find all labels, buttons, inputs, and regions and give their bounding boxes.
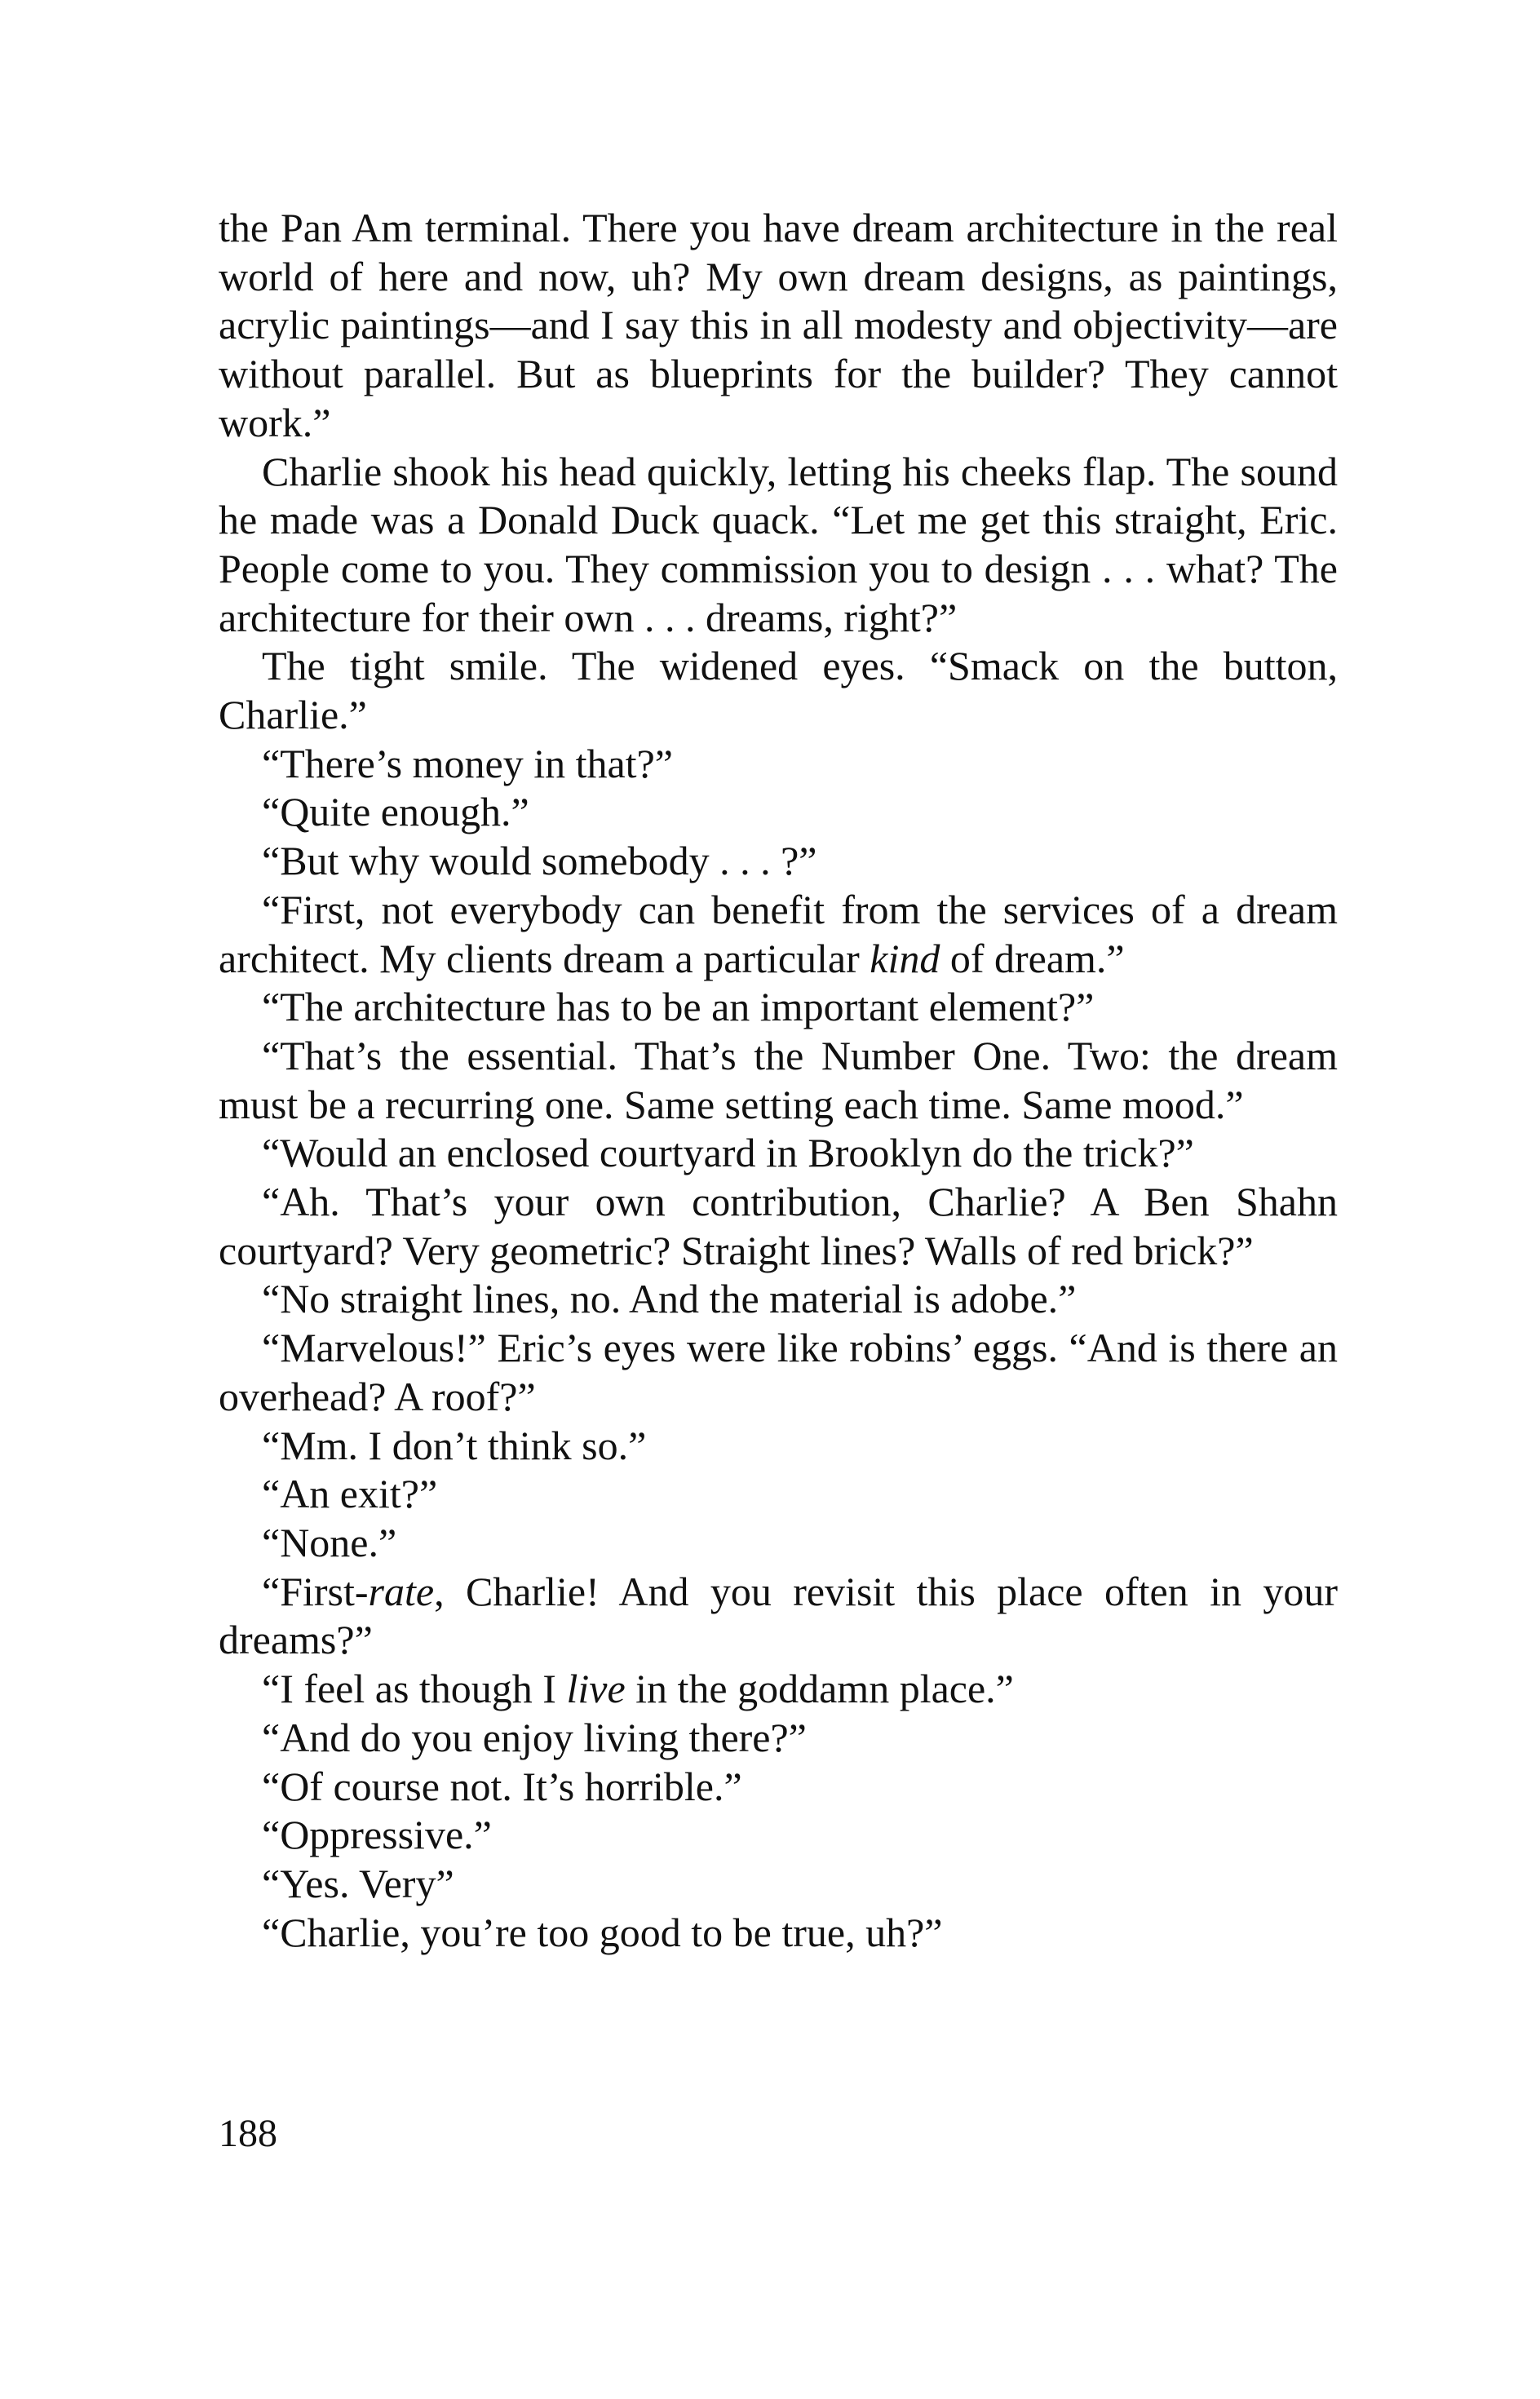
text-run: “Oppressive.” bbox=[262, 1812, 492, 1858]
text-run: “I feel as though I bbox=[262, 1666, 567, 1712]
paragraph bbox=[219, 1714, 1338, 1763]
paragraph bbox=[219, 1275, 1338, 1324]
paragraph bbox=[219, 1032, 1338, 1129]
text-run: “Ah. That’s your own contribution, Charlie? A Ben Shahn courtyard? Very geometric? Straight lines? Walls of red brick?” bbox=[219, 1179, 1338, 1273]
text-run: “No straight lines, no. And the material is adobe.” bbox=[262, 1276, 1077, 1322]
paragraph bbox=[219, 1763, 1338, 1812]
text-run: in the goddamn place.” bbox=[625, 1666, 1014, 1712]
italic-text-run: rate bbox=[368, 1568, 435, 1614]
text-run: “First- bbox=[262, 1568, 369, 1614]
text-run: “None.” bbox=[262, 1519, 397, 1565]
text-run: “An exit?” bbox=[262, 1471, 438, 1517]
text-run: “There’s money in that?” bbox=[262, 740, 673, 786]
paragraph bbox=[219, 448, 1338, 643]
text-run: , Charlie! And you revisit this place often in your dreams?” bbox=[219, 1568, 1338, 1663]
italic-text-run: kind bbox=[870, 935, 940, 981]
paragraph bbox=[219, 1519, 1338, 1568]
paragraph bbox=[219, 1178, 1338, 1275]
text-run: the Pan Am terminal. There you have dream architecture in the real world of here and now, uh? My own dream designs, as paintings, acrylic paintings—and I say this in all modesty and objectivity—are without parallel. But as blueprints for the builder? They cannot work.” bbox=[219, 205, 1338, 445]
paragraph bbox=[219, 886, 1338, 983]
paragraph bbox=[219, 788, 1338, 837]
text-run: “Mm. I don’t think so.” bbox=[262, 1422, 647, 1468]
text-run: “Marvelous!” Eric’s eyes were like robins’ eggs. “And is there an overhead? A roof?” bbox=[219, 1325, 1338, 1419]
text-run: “Would an enclosed courtyard in Brooklyn do the trick?” bbox=[262, 1130, 1194, 1176]
text-run: “Charlie, you’re too good to be true, uh?” bbox=[262, 1909, 943, 1955]
paragraph bbox=[219, 1665, 1338, 1714]
body-text bbox=[219, 204, 1338, 1957]
paragraph bbox=[219, 983, 1338, 1032]
paragraph bbox=[219, 1324, 1338, 1421]
text-run: “Yes. Very” bbox=[262, 1860, 454, 1906]
paragraph bbox=[219, 1909, 1338, 1958]
text-run: “The architecture has to be an important element?” bbox=[262, 984, 1095, 1030]
paragraph bbox=[219, 642, 1338, 739]
text-run: Charlie shook his head quickly, letting his cheeks flap. The sound he made was a Donald Duck quack. “Let me get this straight, Eric. People come to you. They commission you to design . . . what? The architecture for their own . . . dreams, right?” bbox=[219, 448, 1338, 640]
text-run: The tight smile. The widened eyes. “Smack on the button, Charlie.” bbox=[219, 643, 1338, 738]
paragraph bbox=[219, 837, 1338, 886]
text-run: “Of course not. It’s horrible.” bbox=[262, 1763, 742, 1809]
text-run: “And do you enjoy living there?” bbox=[262, 1714, 807, 1760]
text-run: “That’s the essential. That’s the Number One. Two: the dream must be a recurring one. Same setting each time. Same mood.” bbox=[219, 1032, 1338, 1127]
paragraph bbox=[219, 740, 1338, 789]
paragraph bbox=[219, 1860, 1338, 1909]
paragraph bbox=[219, 204, 1338, 448]
paragraph bbox=[219, 1129, 1338, 1178]
text-run: “But why would somebody . . . ?” bbox=[262, 838, 817, 884]
paragraph bbox=[219, 1422, 1338, 1471]
italic-text-run: live bbox=[566, 1666, 626, 1712]
paragraph bbox=[219, 1470, 1338, 1519]
text-run: of dream.” bbox=[940, 935, 1125, 981]
paragraph bbox=[219, 1568, 1338, 1665]
text-run: “Quite enough.” bbox=[262, 789, 529, 835]
page-number: 188 bbox=[219, 2112, 277, 2155]
paragraph bbox=[219, 1811, 1338, 1860]
text-run: “First, not everybody can benefit from the services of a dream architect. My clients dream a particular bbox=[219, 886, 1338, 981]
